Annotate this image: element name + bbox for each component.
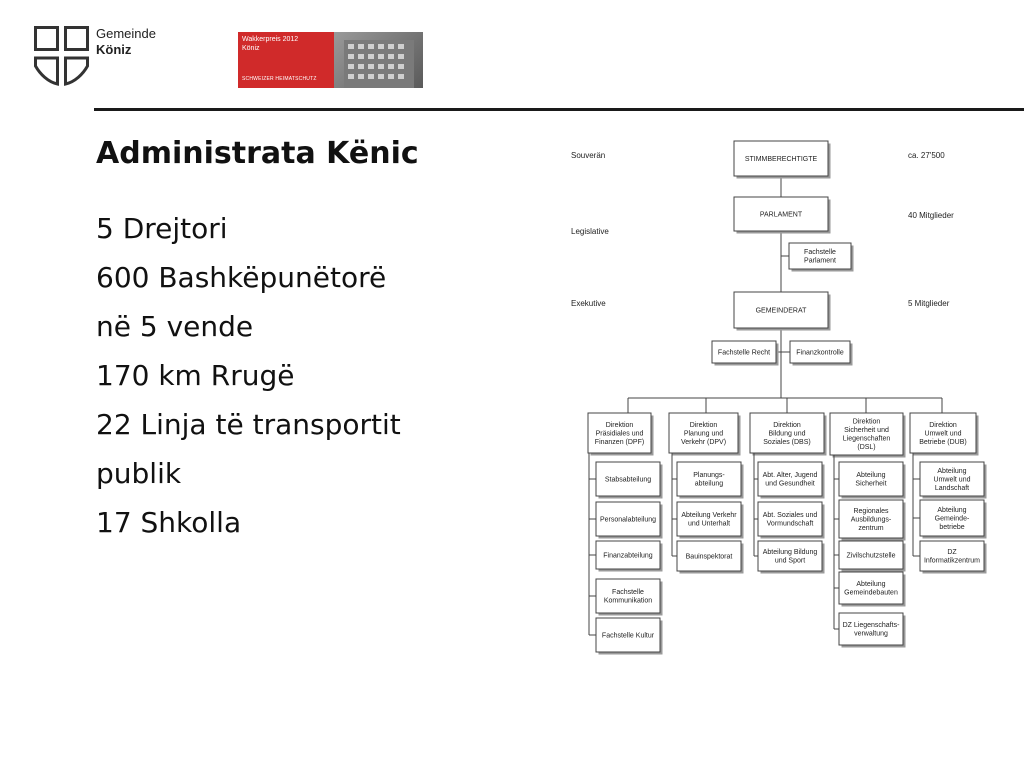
fact-item: 5 Drejtori: [96, 212, 228, 245]
facts-list: [96, 204, 401, 547]
org-box-text: Stabsabteilung: [604, 476, 652, 484]
org-box-text: Zivilschutzstelle: [846, 552, 896, 560]
org-box-text: Abteilung: [856, 581, 886, 589]
org-box-text: Ausbildungs-: [850, 516, 892, 524]
org-box-text: Abteilung: [856, 472, 886, 480]
org-box-text: Abt. Alter, Jugend: [762, 472, 818, 480]
fact-item: 17 Shkolla: [96, 506, 242, 539]
org-box-text: Fachstelle Kultur: [601, 632, 655, 640]
org-chart: [560, 130, 1000, 665]
org-box-text: Direktion: [773, 421, 801, 429]
org-box-text: Planung und: [683, 430, 724, 438]
org-box-text: Direktion: [929, 421, 957, 429]
org-box-text: Direktion: [605, 421, 634, 429]
org-box-text: Sicherheit: [855, 480, 887, 488]
org-box-text: Betriebe (DUB): [919, 438, 967, 446]
fact-item: 600 Bashkëpunëtorë: [96, 261, 387, 294]
slide-title: Administrata Kënic: [96, 136, 419, 171]
org-box-text: Kommunikation: [603, 597, 653, 605]
org-box-text: Direktion: [689, 421, 718, 429]
org-box-text: Präsidiales und: [595, 430, 644, 438]
note-voters-count: ca. 27'500: [908, 151, 945, 160]
org-box-text: Abteilung Bildung: [762, 549, 818, 557]
org-box-text: Vormundschaft: [766, 520, 814, 528]
box-voters-label: STIMMBERECHTIGTE: [744, 155, 818, 163]
org-box-text: Finanzabteilung: [603, 552, 653, 560]
org-box-text: Informatikzentrum: [923, 557, 981, 565]
org-box-text: und Sport: [774, 557, 806, 565]
org-box-text: Umwelt und: [924, 430, 962, 438]
fact-item: 170 km Rrugë: [96, 359, 295, 392]
org-box-text: Bauinspektorat: [685, 553, 733, 561]
box-parliament-label: PARLAMENT: [759, 211, 803, 219]
header-divider: [94, 108, 1024, 111]
org-box-text: DZ Liegenschafts-: [842, 622, 900, 630]
org-box-text: Gemeinde-: [934, 515, 970, 523]
org-box-text: DZ: [947, 549, 957, 557]
org-box-text: Liegenschaften: [842, 435, 891, 443]
org-box-text: Direktion: [852, 418, 881, 426]
org-box-text: abteilung: [694, 480, 724, 488]
org-box-text: Planungs-: [693, 472, 725, 480]
org-box-text: betriebe: [939, 523, 965, 531]
org-box-text: Verkehr (DPV): [680, 438, 727, 446]
org-box-text: und Gesundheit: [765, 480, 815, 488]
fact-item: publik: [96, 457, 182, 490]
org-box-text: Personalabteilung: [599, 516, 657, 524]
box-council-label: GEMEINDERAT: [755, 307, 807, 315]
award-building-photo: [334, 32, 423, 88]
org-box-text: Bildung und: [768, 430, 806, 438]
box-legal-office-label: Fachstelle Recht: [717, 349, 771, 357]
org-box-text: Soziales (DBS): [763, 438, 811, 446]
wakkerpreis-banner: [238, 32, 423, 88]
org-box-text: Sicherheit und: [844, 427, 889, 435]
org-box-text: Parlament: [804, 257, 836, 265]
org-box-text: verwaltung: [854, 630, 888, 638]
org-box-text: Gemeindebauten: [844, 589, 898, 597]
logo-text-gemeinde: Gemeinde: [96, 26, 156, 41]
label-legislative: Legislative: [571, 227, 609, 236]
award-organisation: SCHWEIZER HEIMATSCHUTZ: [242, 76, 317, 82]
org-box-text: Abt. Soziales und: [762, 512, 818, 520]
org-box-text: Fachstelle: [804, 249, 836, 257]
koeniz-coat-of-arms-logo: [34, 26, 90, 88]
org-box-text: Regionales: [853, 507, 889, 515]
note-parliament-members: 40 Mitglieder: [908, 211, 954, 220]
award-title: Wakkerpreis 2012: [242, 36, 299, 43]
org-box-text: und Unterhalt: [687, 520, 731, 528]
org-box-text: Abteilung Verkehr: [681, 512, 737, 520]
org-box-text: Fachstelle: [612, 589, 644, 597]
label-exekutive: Exekutive: [571, 299, 606, 308]
org-box-text: Abteilung: [937, 506, 967, 514]
org-box-text: Umwelt und: [933, 476, 971, 484]
fact-item: në 5 vende: [96, 310, 254, 343]
org-box-text: zentrum: [858, 524, 884, 532]
fact-item: 22 Linja të transportit: [96, 408, 401, 441]
note-council-members: 5 Mitglieder: [908, 299, 950, 308]
box-finance-control-label: Finanzkontrolle: [796, 349, 844, 357]
label-souveraen: Souverän: [571, 151, 606, 160]
org-box-text: (DSL): [857, 444, 876, 452]
org-box-text: Finanzen (DPF): [594, 438, 645, 446]
logo-text-koeniz: Köniz: [96, 42, 132, 57]
award-place: Köniz: [242, 45, 260, 52]
org-box-text: Landschaft: [934, 484, 970, 492]
org-box-text: Abteilung: [937, 467, 967, 475]
